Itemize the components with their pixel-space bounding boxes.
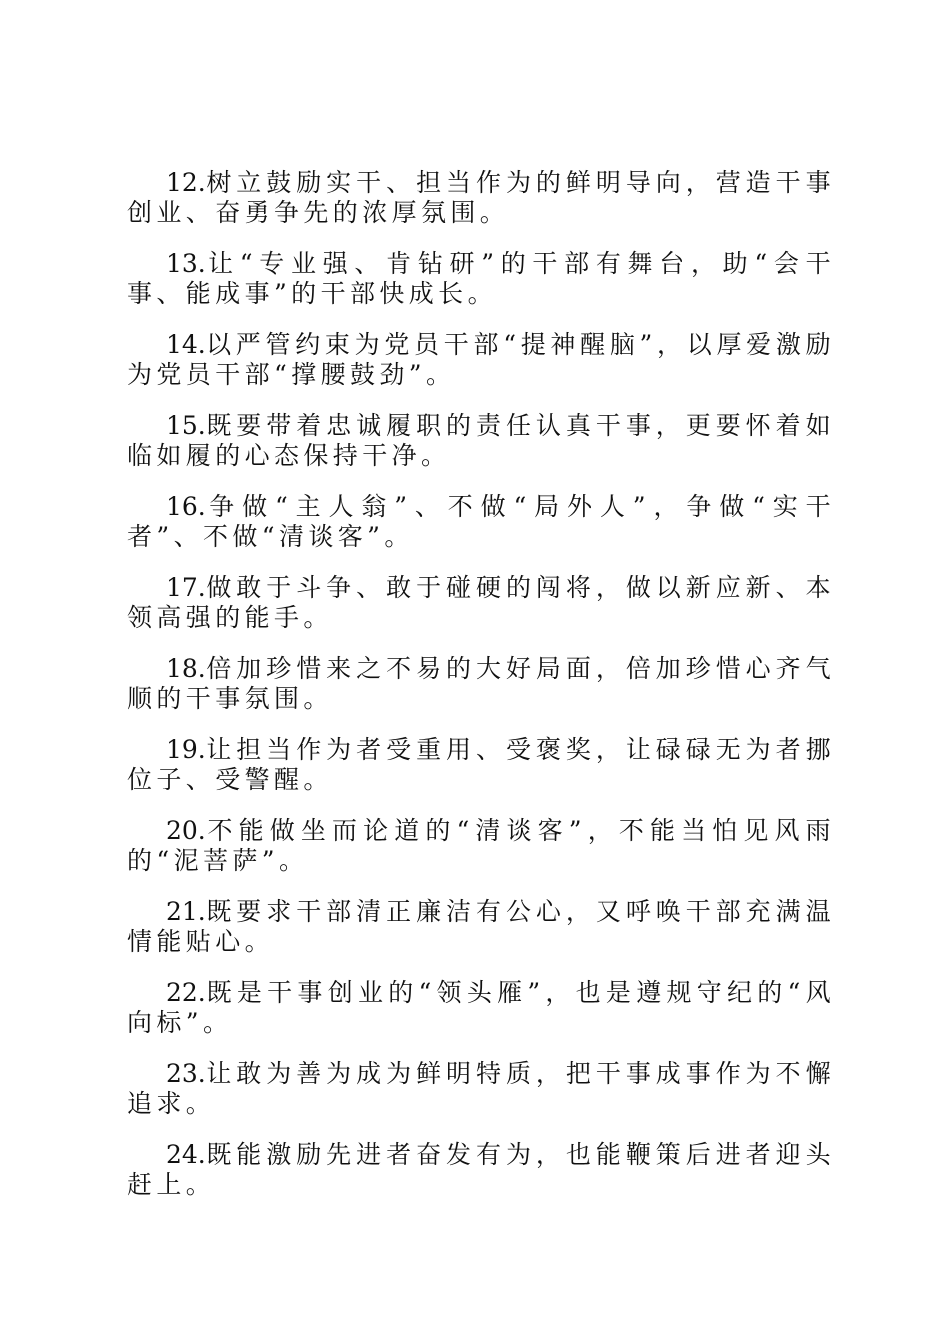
list-item: [127, 330, 835, 390]
list-item: [127, 978, 835, 1038]
item-text: 争做“主人翁”、不做“局外人”，争做“实干者”、不做“清谈客”。: [127, 492, 835, 551]
list-item: [127, 897, 835, 957]
item-number: 13.: [166, 249, 206, 278]
item-number: 15.: [166, 411, 206, 440]
item-number: 21.: [166, 897, 206, 926]
item-number: 22.: [166, 978, 206, 1007]
item-number: 18.: [166, 654, 206, 683]
list-item: [127, 492, 835, 552]
item-text: 既要求干部清正廉洁有公心，又呼唤干部充满温情能贴心。: [127, 897, 835, 956]
item-text: 既能激励先进者奋发有为，也能鞭策后进者迎头赶上。: [127, 1140, 835, 1199]
item-text: 不能做坐而论道的“清谈客”，不能当怕见风雨的“泥菩萨”。: [127, 816, 835, 875]
item-number: 17.: [166, 573, 206, 602]
list-item: [127, 1140, 835, 1200]
item-text: 让敢为善为成为鲜明特质，把干事成事作为不懈追求。: [127, 1059, 835, 1118]
list-item: [127, 168, 835, 228]
item-text: 既是干事创业的“领头雁”，也是遵规守纪的“风向标”。: [127, 978, 835, 1037]
item-number: 24.: [166, 1140, 206, 1169]
list-item: [127, 249, 835, 309]
list-item: [127, 1059, 835, 1119]
document-body: [127, 168, 835, 1221]
item-text: 既要带着忠诚履职的责任认真干事，更要怀着如临如履的心态保持干净。: [127, 411, 835, 470]
list-item: [127, 411, 835, 471]
item-number: 12.: [166, 168, 206, 197]
item-text: 做敢于斗争、敢于碰硬的闯将，做以新应新、本领高强的能手。: [127, 573, 835, 632]
list-item: [127, 654, 835, 714]
item-text: 让“专业强、肯钻研”的干部有舞台，助“会干事、能成事”的干部快成长。: [127, 249, 835, 308]
list-item: [127, 573, 835, 633]
list-item: [127, 735, 835, 795]
item-text: 倍加珍惜来之不易的大好局面，倍加珍惜心齐气顺的干事氛围。: [127, 654, 835, 713]
item-number: 23.: [166, 1059, 206, 1088]
item-number: 14.: [166, 330, 206, 359]
item-number: 19.: [166, 735, 206, 764]
item-text: 树立鼓励实干、担当作为的鲜明导向，营造干事创业、奋勇争先的浓厚氛围。: [127, 168, 835, 227]
item-text: 以严管约束为党员干部“提神醒脑”，以厚爱激励为党员干部“撑腰鼓劲”。: [127, 330, 835, 389]
item-text: 让担当作为者受重用、受褒奖，让碌碌无为者挪位子、受警醒。: [127, 735, 835, 794]
list-item: [127, 816, 835, 876]
item-number: 16.: [166, 492, 206, 521]
item-number: 20.: [166, 816, 206, 845]
